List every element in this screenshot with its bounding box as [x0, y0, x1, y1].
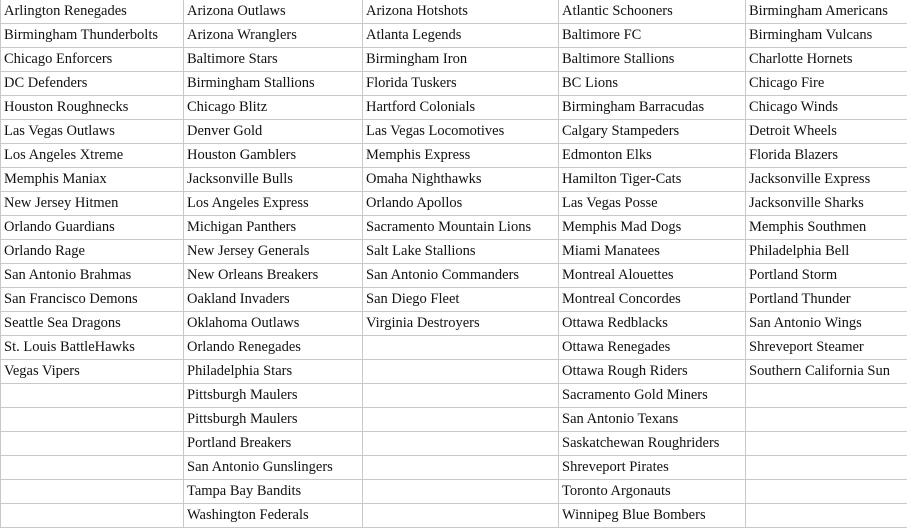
grid-cell[interactable]	[746, 504, 907, 528]
grid-cell[interactable]: Tampa Bay Bandits	[184, 480, 363, 504]
grid-cell[interactable]: Baltimore Stallions	[559, 48, 746, 72]
grid-cell[interactable]: Edmonton Elks	[559, 144, 746, 168]
grid-cell[interactable]: Orlando Rage	[1, 240, 184, 264]
grid-cell[interactable]: Memphis Express	[363, 144, 559, 168]
grid-cell[interactable]: St. Louis BattleHawks	[1, 336, 184, 360]
grid-cell[interactable]	[1, 480, 184, 504]
grid-row	[1, 24, 907, 48]
grid-cell[interactable]	[363, 384, 559, 408]
grid-cell[interactable]: BC Lions	[559, 72, 746, 96]
grid-cell[interactable]: Toronto Argonauts	[559, 480, 746, 504]
grid-row	[1, 120, 907, 144]
grid-cell[interactable]: Arizona Outlaws	[184, 0, 363, 24]
grid-cell[interactable]: Arlington Renegades	[1, 0, 184, 24]
grid-cell[interactable]: Chicago Winds	[746, 96, 907, 120]
grid-cell[interactable]: Arizona Hotshots	[363, 0, 559, 24]
grid-cell[interactable]: Ottawa Redblacks	[559, 312, 746, 336]
grid-cell[interactable]	[1, 432, 184, 456]
grid-row	[1, 96, 907, 120]
grid-cell[interactable]: San Diego Fleet	[363, 288, 559, 312]
grid-cell[interactable]	[746, 432, 907, 456]
grid-cell[interactable]: Philadelphia Stars	[184, 360, 363, 384]
grid-row	[1, 432, 907, 456]
grid-cell[interactable]: Charlotte Hornets	[746, 48, 907, 72]
grid-row	[1, 72, 907, 96]
grid-cell[interactable]: Calgary Stampeders	[559, 120, 746, 144]
grid-cell[interactable]: San Antonio Gunslingers	[184, 456, 363, 480]
grid-cell[interactable]: New Jersey Hitmen	[1, 192, 184, 216]
grid-row	[1, 336, 907, 360]
grid-row	[1, 192, 907, 216]
grid-row	[1, 384, 907, 408]
grid-cell[interactable]: Florida Tuskers	[363, 72, 559, 96]
grid-cell[interactable]: San Antonio Brahmas	[1, 264, 184, 288]
grid-cell[interactable]: Jacksonville Bulls	[184, 168, 363, 192]
grid-cell[interactable]: Southern California Sun	[746, 360, 907, 384]
grid-cell[interactable]: Las Vegas Posse	[559, 192, 746, 216]
grid-cell[interactable]: Birmingham Iron	[363, 48, 559, 72]
grid-cell[interactable]: Washington Federals	[184, 504, 363, 528]
grid-cell[interactable]: Orlando Guardians	[1, 216, 184, 240]
grid-cell[interactable]: Memphis Maniax	[1, 168, 184, 192]
grid-cell[interactable]: Memphis Southmen	[746, 216, 907, 240]
grid-cell[interactable]: Memphis Mad Dogs	[559, 216, 746, 240]
grid-cell[interactable]: Omaha Nighthawks	[363, 168, 559, 192]
grid-row	[1, 0, 907, 24]
grid-cell[interactable]: Birmingham Stallions	[184, 72, 363, 96]
grid-cell[interactable]: New Orleans Breakers	[184, 264, 363, 288]
grid-cell[interactable]: Los Angeles Xtreme	[1, 144, 184, 168]
grid-cell[interactable]: Las Vegas Locomotives	[363, 120, 559, 144]
grid-cell[interactable]: Ottawa Renegades	[559, 336, 746, 360]
grid-cell[interactable]	[746, 480, 907, 504]
grid-cell[interactable]: Saskatchewan Roughriders	[559, 432, 746, 456]
grid-cell[interactable]	[746, 384, 907, 408]
grid-cell[interactable]: New Jersey Generals	[184, 240, 363, 264]
grid-cell[interactable]: Shreveport Pirates	[559, 456, 746, 480]
grid-row	[1, 264, 907, 288]
grid-cell[interactable]: Vegas Vipers	[1, 360, 184, 384]
grid-cell[interactable]: Hamilton Tiger-Cats	[559, 168, 746, 192]
grid-cell[interactable]: Oakland Invaders	[184, 288, 363, 312]
grid-row	[1, 288, 907, 312]
grid-cell[interactable]: Birmingham Barracudas	[559, 96, 746, 120]
grid-row	[1, 240, 907, 264]
grid-cell[interactable]	[363, 336, 559, 360]
grid-cell[interactable]: Birmingham Thunderbolts	[1, 24, 184, 48]
grid-cell[interactable]: San Francisco Demons	[1, 288, 184, 312]
grid-cell[interactable]: Winnipeg Blue Bombers	[559, 504, 746, 528]
grid-cell[interactable]: Orlando Renegades	[184, 336, 363, 360]
grid-cell[interactable]: Hartford Colonials	[363, 96, 559, 120]
grid-cell[interactable]: Portland Storm	[746, 264, 907, 288]
grid-cell[interactable]	[363, 408, 559, 432]
grid-cell[interactable]: Ottawa Rough Riders	[559, 360, 746, 384]
grid-cell[interactable]	[363, 480, 559, 504]
grid-row	[1, 456, 907, 480]
grid-cell[interactable]: Montreal Concordes	[559, 288, 746, 312]
grid-cell[interactable]: San Antonio Wings	[746, 312, 907, 336]
grid-cell[interactable]: Virginia Destroyers	[363, 312, 559, 336]
grid-cell[interactable]	[1, 456, 184, 480]
grid-cell[interactable]: Chicago Enforcers	[1, 48, 184, 72]
grid-cell[interactable]: Birmingham Vulcans	[746, 24, 907, 48]
grid-cell[interactable]: Houston Gamblers	[184, 144, 363, 168]
grid-cell[interactable]: Shreveport Steamer	[746, 336, 907, 360]
grid-cell[interactable]: Sacramento Gold Miners	[559, 384, 746, 408]
grid-cell[interactable]: Chicago Blitz	[184, 96, 363, 120]
grid-row	[1, 312, 907, 336]
grid-cell[interactable]	[363, 456, 559, 480]
grid-cell[interactable]: Jacksonville Express	[746, 168, 907, 192]
grid-cell[interactable]: Arizona Wranglers	[184, 24, 363, 48]
grid-cell[interactable]: Philadelphia Bell	[746, 240, 907, 264]
grid-cell[interactable]	[363, 360, 559, 384]
grid-row	[1, 48, 907, 72]
grid-cell[interactable]: Detroit Wheels	[746, 120, 907, 144]
grid-cell[interactable]	[1, 384, 184, 408]
grid-cell[interactable]: Sacramento Mountain Lions	[363, 216, 559, 240]
grid-row	[1, 480, 907, 504]
grid-cell[interactable]: Portland Breakers	[184, 432, 363, 456]
grid-cell[interactable]: Baltimore FC	[559, 24, 746, 48]
grid-cell[interactable]	[746, 456, 907, 480]
grid-cell[interactable]: Atlanta Legends	[363, 24, 559, 48]
grid-cell[interactable]: Pittsburgh Maulers	[184, 408, 363, 432]
grid-row	[1, 216, 907, 240]
grid-row	[1, 168, 907, 192]
grid-cell[interactable]: Jacksonville Sharks	[746, 192, 907, 216]
grid-cell[interactable]: Baltimore Stars	[184, 48, 363, 72]
grid-cell[interactable]: DC Defenders	[1, 72, 184, 96]
grid-cell[interactable]	[1, 504, 184, 528]
grid-cell[interactable]: Denver Gold	[184, 120, 363, 144]
grid-cell[interactable]: Seattle Sea Dragons	[1, 312, 184, 336]
grid-row	[1, 360, 907, 384]
grid-cell[interactable]: Florida Blazers	[746, 144, 907, 168]
grid-cell[interactable]	[363, 432, 559, 456]
grid-row	[1, 144, 907, 168]
grid-cell[interactable]: Birmingham Americans	[746, 0, 907, 24]
grid-cell[interactable]: Chicago Fire	[746, 72, 907, 96]
grid-cell[interactable]: Houston Roughnecks	[1, 96, 184, 120]
grid-cell[interactable]	[363, 504, 559, 528]
grid-cell[interactable]: Miami Manatees	[559, 240, 746, 264]
grid-cell[interactable]: San Antonio Commanders	[363, 264, 559, 288]
grid-cell[interactable]: Orlando Apollos	[363, 192, 559, 216]
grid-cell[interactable]	[746, 408, 907, 432]
grid-cell[interactable]: Salt Lake Stallions	[363, 240, 559, 264]
grid-cell[interactable]: Las Vegas Outlaws	[1, 120, 184, 144]
grid-cell[interactable]: Montreal Alouettes	[559, 264, 746, 288]
grid-cell[interactable]: San Antonio Texans	[559, 408, 746, 432]
grid-row	[1, 408, 907, 432]
grid-cell[interactable]	[1, 408, 184, 432]
grid-body	[1, 0, 907, 528]
grid-cell[interactable]: Michigan Panthers	[184, 216, 363, 240]
grid-row	[1, 504, 907, 528]
grid-cell[interactable]: Los Angeles Express	[184, 192, 363, 216]
grid-cell[interactable]: Portland Thunder	[746, 288, 907, 312]
grid-cell[interactable]: Atlantic Schooners	[559, 0, 746, 24]
grid-cell[interactable]: Pittsburgh Maulers	[184, 384, 363, 408]
grid-cell[interactable]: Oklahoma Outlaws	[184, 312, 363, 336]
